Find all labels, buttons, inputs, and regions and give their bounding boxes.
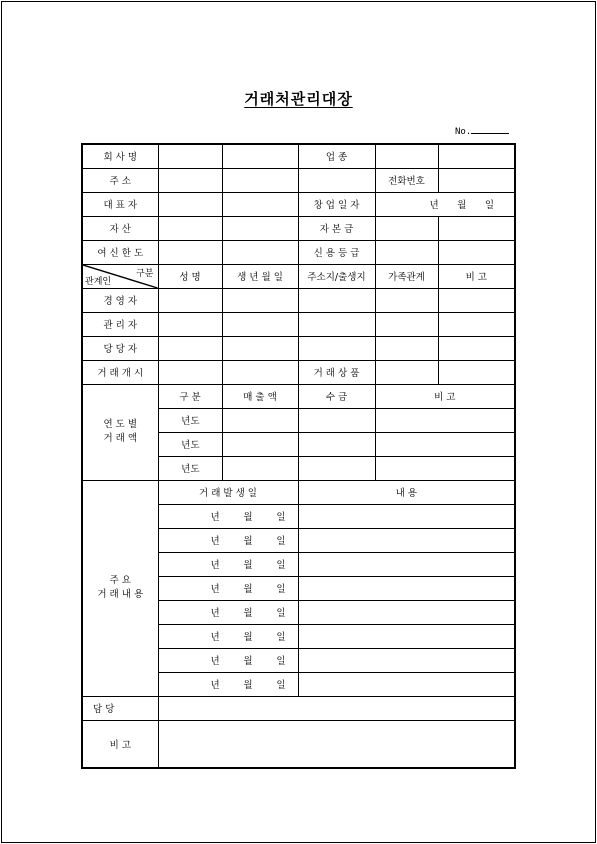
address-field-3[interactable] — [298, 168, 375, 192]
person-in-charge-cell[interactable] — [298, 336, 375, 360]
diag-top-label: 구분 — [136, 268, 154, 279]
year-label: 년 — [429, 200, 439, 211]
executive-cell[interactable] — [298, 288, 375, 312]
transaction-content[interactable] — [298, 648, 515, 672]
collection-cell[interactable] — [298, 456, 375, 480]
page-title: 거래처관리대장 — [244, 90, 353, 108]
executive-row — [82, 288, 515, 312]
ceo-row — [82, 192, 515, 216]
header-birth: 생 년 월 일 — [222, 264, 298, 288]
ledger-table — [81, 143, 516, 769]
company-name-label: 회 사 명 — [82, 144, 158, 168]
administrator-label: 관 리 자 — [82, 312, 158, 336]
trade-goods-label: 거 래 상 품 — [298, 360, 375, 384]
person-in-charge-cell[interactable] — [375, 336, 438, 360]
diagonal-header-cell — [82, 264, 158, 288]
transaction-content[interactable] — [298, 528, 515, 552]
transaction-content[interactable] — [298, 504, 515, 528]
transaction-date[interactable]: 년 월 일 — [158, 552, 298, 576]
person-in-charge-cell[interactable] — [158, 336, 222, 360]
administrator-cell[interactable] — [298, 312, 375, 336]
collection-cell[interactable] — [298, 408, 375, 432]
transaction-content[interactable] — [298, 576, 515, 600]
remarks-row — [82, 720, 515, 768]
address-row — [82, 168, 515, 192]
transaction-content[interactable] — [298, 624, 515, 648]
doc-number: No. — [455, 126, 509, 137]
administrator-cell[interactable] — [438, 312, 515, 336]
address-label: 주 소 — [82, 168, 158, 192]
assets-field[interactable] — [158, 216, 222, 240]
credit-row — [82, 240, 515, 264]
credit-limit-label: 여 신 한 도 — [82, 240, 158, 264]
industry-field[interactable] — [375, 144, 438, 168]
sales-cell[interactable] — [222, 432, 298, 456]
transaction-content[interactable] — [298, 672, 515, 696]
remarks-label: 비 고 — [82, 720, 158, 768]
content-header: 내 용 — [298, 480, 515, 504]
year-cell[interactable]: 년도 — [158, 456, 222, 480]
credit-limit-field[interactable] — [158, 240, 222, 264]
yearly-header-row — [82, 384, 515, 408]
person-in-charge-label: 당 당 자 — [82, 336, 158, 360]
main-header-row — [82, 480, 515, 504]
company-name-field[interactable] — [158, 144, 222, 168]
founded-label: 창 업 일 자 — [298, 192, 375, 216]
remarks-cell[interactable] — [375, 432, 515, 456]
yearly-label: 연 도 별 거 래 액 — [82, 384, 158, 480]
header-address: 주소지/출생지 — [298, 264, 375, 288]
year-cell[interactable]: 년도 — [158, 408, 222, 432]
remarks-cell[interactable] — [375, 408, 515, 432]
assets-field-2[interactable] — [222, 216, 298, 240]
main-transactions-label: 주 요 거 래 내 용 — [82, 480, 158, 696]
executive-cell[interactable] — [222, 288, 298, 312]
capital-field[interactable] — [375, 216, 438, 240]
founded-date-field[interactable] — [375, 192, 515, 216]
phone-label: 전화번호 — [375, 168, 438, 192]
industry-field-2[interactable] — [438, 144, 515, 168]
administrator-row — [82, 312, 515, 336]
ceo-field-2[interactable] — [222, 192, 298, 216]
trade-start-label: 거 래 개 시 — [82, 360, 158, 384]
executive-label: 경 영 자 — [82, 288, 158, 312]
header-remarks: 비 고 — [438, 264, 515, 288]
trade-start-row — [82, 360, 515, 384]
capital-label: 자 본 금 — [298, 216, 375, 240]
manager-label: 담 당 — [82, 696, 158, 720]
administrator-cell[interactable] — [375, 312, 438, 336]
transaction-date[interactable]: 년 월 일 — [158, 600, 298, 624]
year-cell[interactable]: 년도 — [158, 432, 222, 456]
sales-cell[interactable] — [222, 456, 298, 480]
month-label: 월 — [457, 200, 467, 211]
collection-cell[interactable] — [298, 432, 375, 456]
capital-field-2[interactable] — [438, 216, 515, 240]
transaction-date[interactable]: 년 월 일 — [158, 504, 298, 528]
people-header-row — [82, 264, 515, 288]
phone-field[interactable] — [438, 168, 515, 192]
transaction-date[interactable]: 년 월 일 — [158, 672, 298, 696]
trade-start-field[interactable] — [158, 360, 222, 384]
header-family: 가족관계 — [375, 264, 438, 288]
administrator-cell[interactable] — [222, 312, 298, 336]
transaction-date[interactable]: 년 월 일 — [158, 576, 298, 600]
trade-goods-field-2[interactable] — [438, 360, 515, 384]
executive-cell[interactable] — [375, 288, 438, 312]
trade-goods-field[interactable] — [375, 360, 438, 384]
transaction-date[interactable]: 년 월 일 — [158, 528, 298, 552]
assets-row — [82, 216, 515, 240]
credit-limit-field-2[interactable] — [222, 240, 298, 264]
manager-field[interactable] — [158, 696, 515, 720]
remarks-field[interactable] — [158, 720, 515, 768]
transaction-content[interactable] — [298, 600, 515, 624]
transaction-date[interactable]: 년 월 일 — [158, 648, 298, 672]
ceo-field[interactable] — [158, 192, 222, 216]
executive-cell[interactable] — [438, 288, 515, 312]
executive-cell[interactable] — [158, 288, 222, 312]
company-name-field-2[interactable] — [222, 144, 298, 168]
person-in-charge-cell[interactable] — [438, 336, 515, 360]
person-in-charge-cell[interactable] — [222, 336, 298, 360]
yearly-header-collection: 수 금 — [298, 384, 375, 408]
manager-row — [82, 696, 515, 720]
administrator-cell[interactable] — [158, 312, 222, 336]
diag-bottom-label: 관계인 — [85, 276, 112, 287]
header-name: 성 명 — [158, 264, 222, 288]
address-field-2[interactable] — [222, 168, 298, 192]
yearly-header-sales: 매 출 액 — [222, 384, 298, 408]
credit-rating-field[interactable] — [375, 240, 438, 264]
transaction-date[interactable]: 년 월 일 — [158, 624, 298, 648]
ceo-label: 대 표 자 — [82, 192, 158, 216]
credit-rating-label: 신 용 등 급 — [298, 240, 375, 264]
day-label: 일 — [484, 200, 494, 211]
industry-label: 업 종 — [298, 144, 375, 168]
company-name-row — [82, 144, 515, 168]
yearly-header-category: 구 분 — [158, 384, 222, 408]
remarks-cell[interactable] — [375, 456, 515, 480]
person-in-charge-row — [82, 336, 515, 360]
credit-rating-field-2[interactable] — [438, 240, 515, 264]
date-header: 거 래 발 생 일 — [158, 480, 298, 504]
sales-cell[interactable] — [222, 408, 298, 432]
yearly-header-remarks: 비 고 — [375, 384, 515, 408]
trade-start-field-2[interactable] — [222, 360, 298, 384]
assets-label: 자 산 — [82, 216, 158, 240]
address-field[interactable] — [158, 168, 222, 192]
transaction-content[interactable] — [298, 552, 515, 576]
